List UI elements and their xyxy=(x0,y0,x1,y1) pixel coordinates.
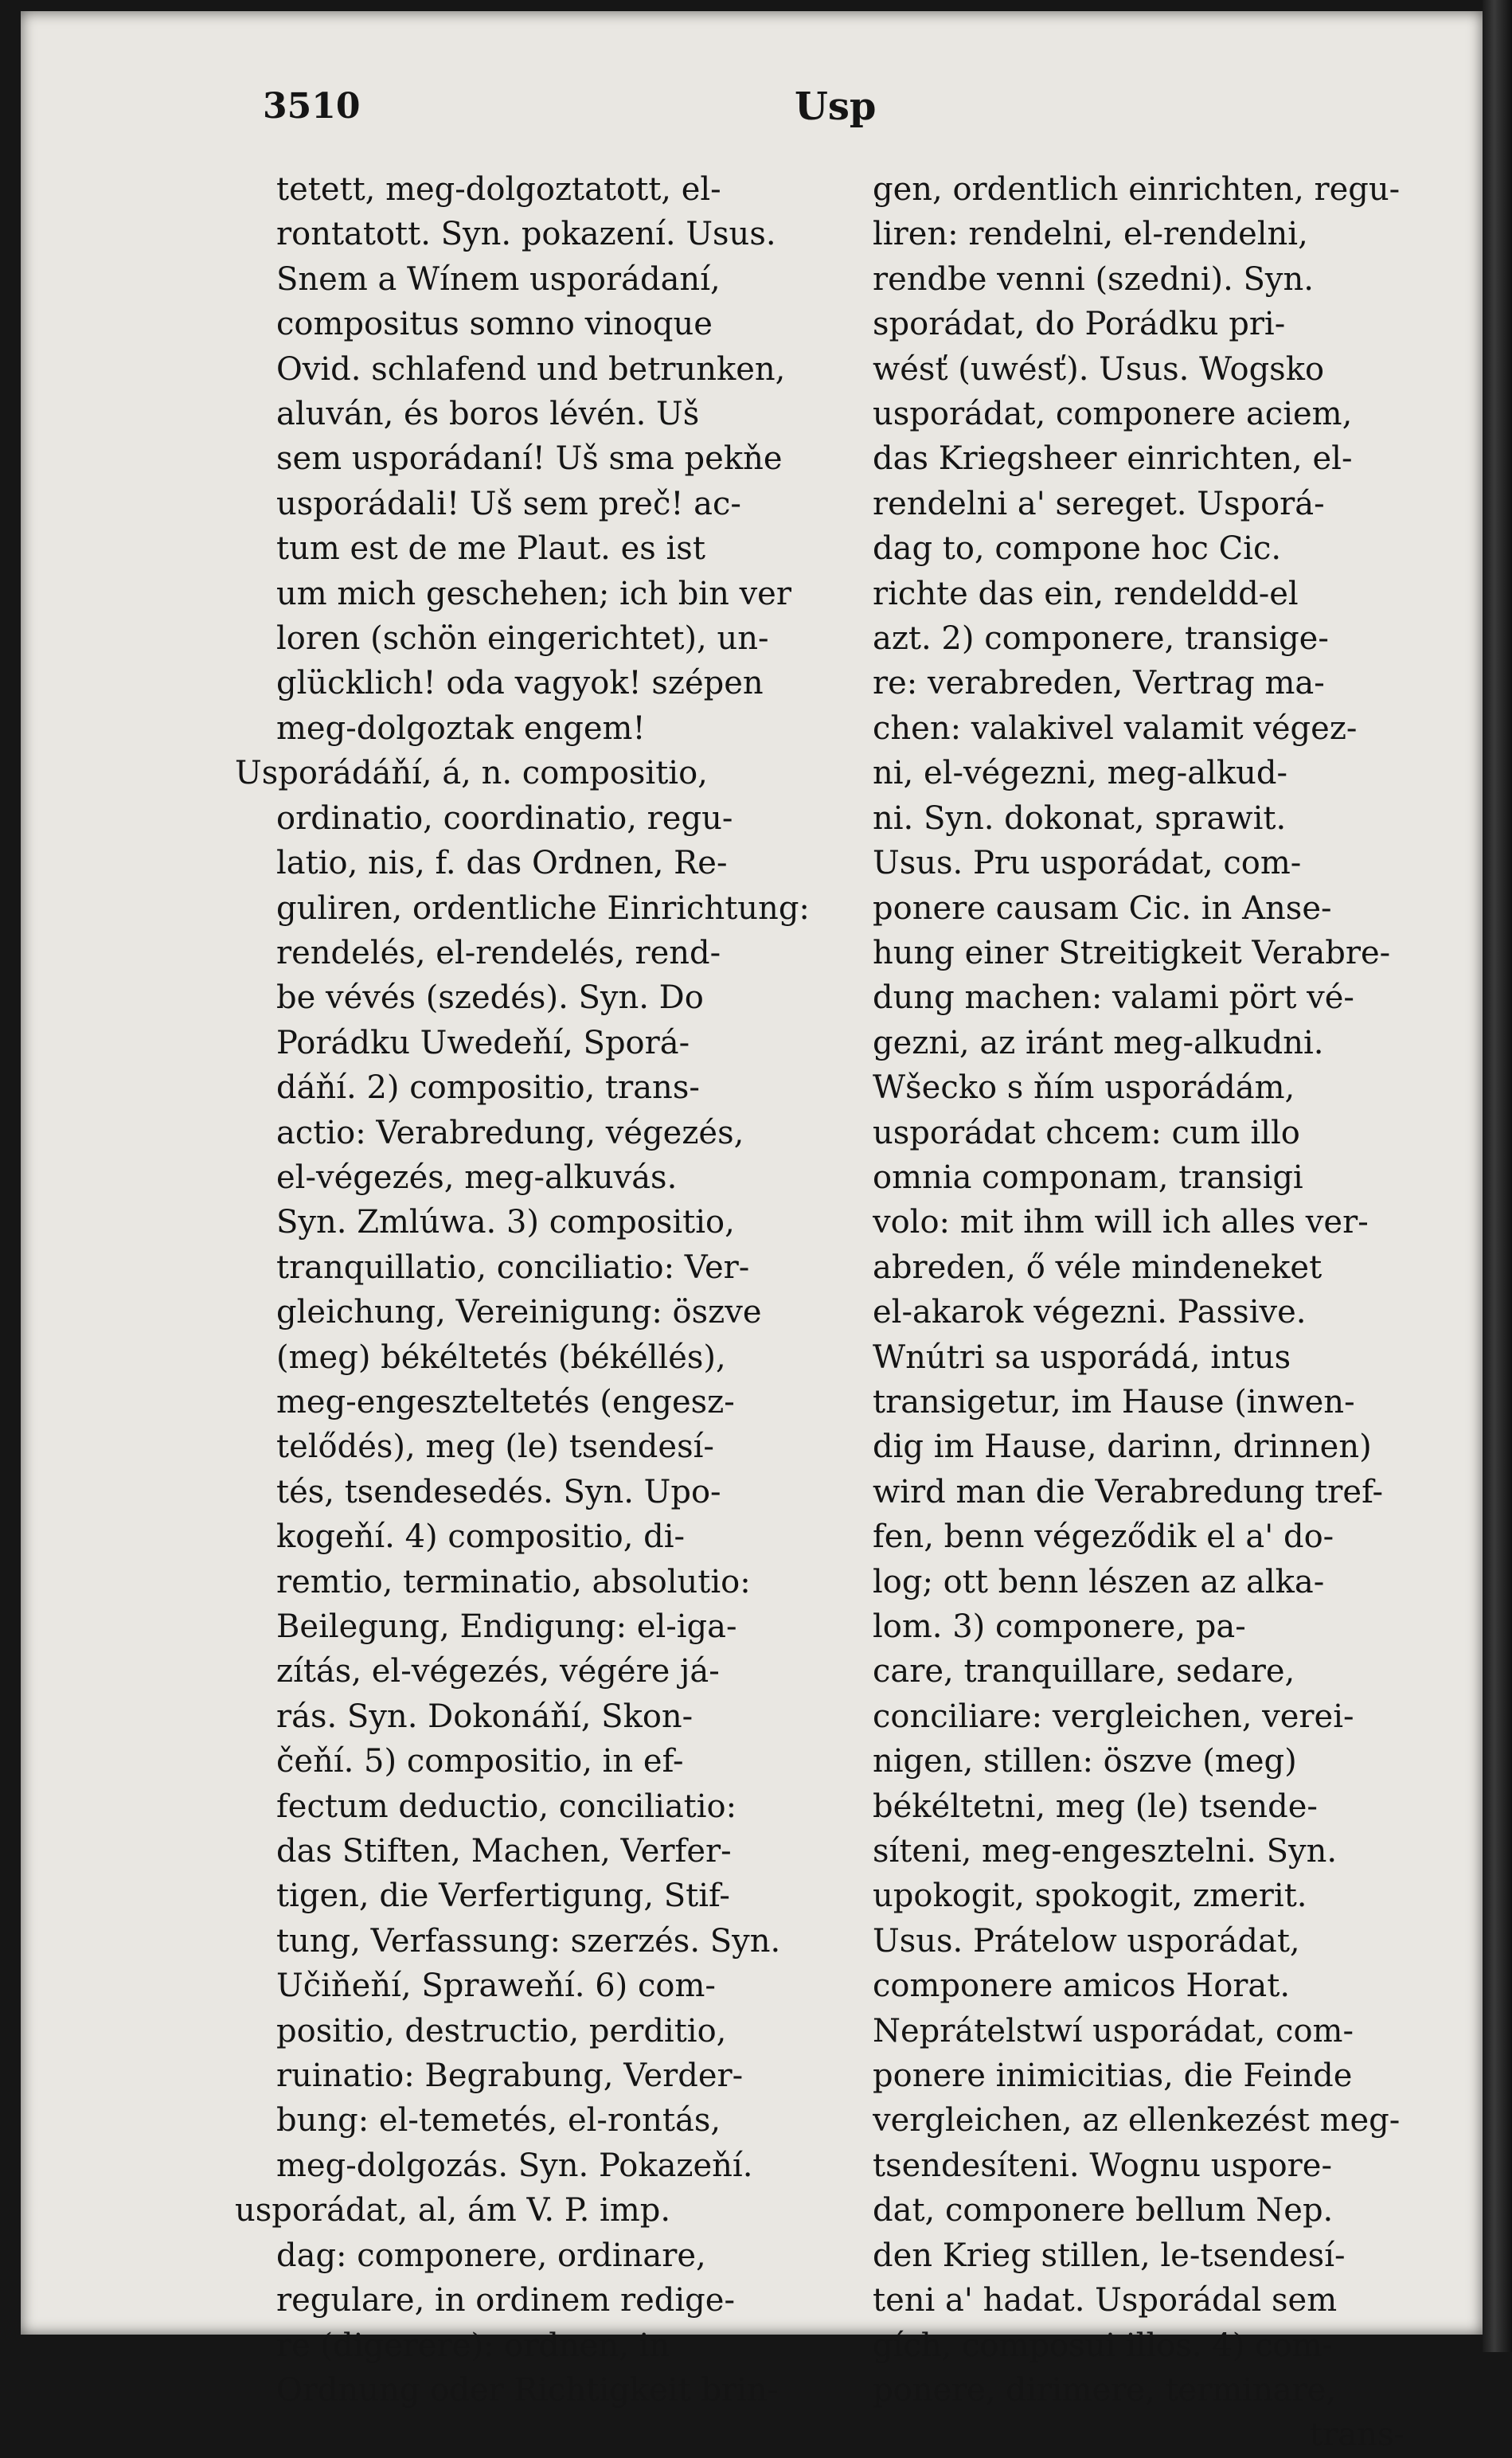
text-line: sem usporádaní! Uš sma pekňe xyxy=(276,440,783,478)
text-line: rás. Syn. Dokonáňí, Skon- xyxy=(276,1698,693,1735)
text-line: omnia componam, transigi xyxy=(873,1159,1303,1196)
text-line: gleichung, Vereinigung: öszve xyxy=(276,1294,762,1331)
text-line: rendelés, el-rendelés, rend- xyxy=(276,934,721,971)
text-line: nigen, stillen: öszve (meg) xyxy=(873,1743,1297,1780)
text-line: Wnútri sa usporádá, intus xyxy=(873,1338,1291,1376)
text-line: rontatott. Syn. pokazení. Usus. xyxy=(276,216,776,253)
text-line: kogeňí. 4) compositio, di- xyxy=(276,1518,686,1556)
text-line: log; ott benn lészen az alka- xyxy=(873,1563,1325,1600)
text-line: ponere causam Cic. in Anse- xyxy=(873,889,1332,927)
text-line: Syn. Zmlúwa. 3) compositio, xyxy=(276,1204,735,1241)
text-line: glücklich! oda vagyok! szépen xyxy=(276,665,764,702)
text-line: remtio, terminatio, absolutio: xyxy=(276,1563,751,1600)
text-line: tetett, meg-dolgoztatott, el- xyxy=(276,171,721,208)
text-line: el-végezés, meg-alkuvás. xyxy=(276,1159,678,1196)
text-line: meg-engeszteltetés (engesz- xyxy=(276,1383,735,1420)
text-line: dag to, compone hoc Cic. xyxy=(873,530,1282,568)
text-line: ni, el-végezni, meg-alkud- xyxy=(873,755,1288,792)
text-line: den Krieg stillen, le-tsendesí- xyxy=(873,2237,1346,2274)
text-line: um mich geschehen; ich bin ver xyxy=(276,575,791,612)
text-line: liren: rendelni, el-rendelni, xyxy=(873,216,1308,253)
left-column xyxy=(235,167,810,2413)
text-line: be vévés (szedés). Syn. Do xyxy=(276,979,704,1017)
text-line: gích, composui illos. 4) com- xyxy=(873,2327,1334,2364)
text-line: ni. Syn. dokonat, sprawit. xyxy=(873,799,1287,837)
text-line: loren (schön eingerichtet), un- xyxy=(276,620,769,658)
text-line: čeňí. 5) compositio, in ef- xyxy=(276,1743,684,1780)
text-line: das Kriegsheer einrichten, el- xyxy=(873,440,1353,478)
text-line: dung machen: valami pört vé- xyxy=(873,979,1354,1017)
text-line: re: verabreden, Vertrag ma- xyxy=(873,665,1325,702)
text-line: (meg) békéltetés (békéllés), xyxy=(276,1338,726,1376)
right-column xyxy=(873,167,1405,2458)
text-line: sporádat, do Porádku pri- xyxy=(873,306,1286,343)
text-line: Ordnung oder Richtigkeit brin- xyxy=(276,2371,779,2409)
text-line: trans- xyxy=(1310,2417,1405,2454)
text-line: volo: mit ihm will ich alles ver- xyxy=(873,1204,1369,1241)
text-line: Usporádáňí, á, n. compositio, xyxy=(235,755,708,792)
text-line: Učiňeňí, Spraweňí. 6) com- xyxy=(276,1968,716,2005)
text-line: hung einer Streitigkeit Verabre- xyxy=(873,934,1391,971)
text-line: upokogit, spokogit, zmerit. xyxy=(873,1878,1307,1915)
text-line: positio, destructio, perditio, xyxy=(276,2012,727,2050)
text-line: azt. 2) componere, transige- xyxy=(873,620,1329,658)
text-line: guliren, ordentliche Einrichtung: xyxy=(276,889,810,927)
text-line: dig im Hause, darinn, drinnen) xyxy=(873,1428,1372,1466)
text-line: fen, benn végeződik el a' do- xyxy=(873,1518,1334,1556)
text-line: síteni, meg-engesztelni. Syn. xyxy=(873,1833,1338,1870)
text-line: bung: el-temetés, el-rontás, xyxy=(276,2102,721,2140)
page-number: 3510 xyxy=(263,86,361,127)
text-line: chen: valakivel valamit végez- xyxy=(873,709,1358,747)
text-line: das Stiften, Machen, Verfer- xyxy=(276,1833,732,1870)
text-line: wird man die Verabredung tref- xyxy=(873,1473,1383,1510)
text-line: care, tranquillare, sedare, xyxy=(873,1653,1295,1690)
running-head: Usp xyxy=(795,84,877,129)
text-line: re (digerere): ordnen, in xyxy=(276,2327,670,2364)
text-line: ordinatio, coordinatio, regu- xyxy=(276,799,733,837)
text-line: tranquillatio, conciliatio: Ver- xyxy=(276,1249,750,1286)
text-line: zítás, el-végezés, végére já- xyxy=(276,1653,720,1690)
text-line: teni a' hadat. Usporádal sem xyxy=(873,2282,1338,2319)
text-line: dáňí. 2) compositio, trans- xyxy=(276,1069,700,1107)
text-line: compositus somno vinoque xyxy=(276,306,713,343)
text-line: wésť (uwésť). Usus. Wogsko xyxy=(873,350,1325,388)
text-line: dat, componere bellum Nep. xyxy=(873,2192,1334,2229)
text-line: gen, ordentlich einrichten, regu- xyxy=(873,171,1401,208)
text-line: meg-dolgoztak engem! xyxy=(276,709,646,747)
text-line: Porádku Uwedeňí, Sporá- xyxy=(276,1024,690,1061)
text-line: componere amicos Horat. xyxy=(873,1968,1291,2005)
text-line: tum est de me Plaut. es ist xyxy=(276,530,705,568)
text-line: fectum deductio, conciliatio: xyxy=(276,1788,737,1825)
text-line: tigen, die Verfertigung, Stif- xyxy=(276,1878,730,1915)
text-line: telődés), meg (le) tsendesí- xyxy=(276,1428,714,1466)
text-line: abreden, ő véle mindeneket xyxy=(873,1249,1323,1286)
text-line: usporádat, componere aciem, xyxy=(873,396,1353,433)
text-line: Snem a Wínem usporádaní, xyxy=(276,260,721,298)
text-line: dag: componere, ordinare, xyxy=(276,2237,706,2274)
text-line: meg-dolgozás. Syn. Pokazeňí. xyxy=(276,2147,753,2184)
text-line: rendbe venni (szedni). Syn. xyxy=(873,260,1315,298)
text-line: tung, Verfassung: szerzés. Syn. xyxy=(276,1922,781,1960)
book-edge xyxy=(1483,0,1512,2352)
text-line: Neprátelstwí usporádat, com- xyxy=(873,2012,1354,2050)
text-line: Usus. Prátelow usporádat, xyxy=(873,1922,1300,1960)
text-line: ponere, dirimere, terminare, xyxy=(873,2371,1337,2409)
text-line: regulare, in ordinem redige- xyxy=(276,2282,735,2319)
text-line: actio: Verabredung, végezés, xyxy=(276,1114,744,1151)
text-line: békéltetni, meg (le) tsende- xyxy=(873,1788,1318,1825)
text-line: gezni, az iránt meg-alkudni. xyxy=(873,1024,1324,1061)
text-line: tsendesíteni. Wognu uspore- xyxy=(873,2147,1332,2184)
text-line: richte das ein, rendeldd-el xyxy=(873,575,1299,612)
text-line: el-akarok végezni. Passive. xyxy=(873,1294,1307,1331)
text-line: usporádat, al, ám V. P. imp. xyxy=(235,2192,671,2229)
text-line: usporádat chcem: cum illo xyxy=(873,1114,1300,1151)
text-line: Ovid. schlafend und betrunken, xyxy=(276,350,786,388)
text-line: Usus. Pru usporádat, com- xyxy=(873,845,1302,882)
text-line: ruinatio: Begrabung, Verder- xyxy=(276,2057,744,2095)
text-line: Beilegung, Endigung: el-iga- xyxy=(276,1608,737,1645)
text-line: conciliare: vergleichen, verei- xyxy=(873,1698,1354,1735)
text-line: vergleichen, az ellenkezést meg- xyxy=(873,2102,1401,2140)
text-line: Wšecko s ňím usporádám, xyxy=(873,1069,1295,1107)
text-line: lom. 3) componere, pa- xyxy=(873,1608,1246,1645)
text-line: usporádali! Uš sem preč! ac- xyxy=(276,485,741,522)
text-line: ponere inimicitias, die Feinde xyxy=(873,2057,1353,2095)
text-line: transigetur, im Hause (inwen- xyxy=(873,1383,1355,1420)
text-line: aluván, és boros lévén. Uš xyxy=(276,396,700,433)
text-line: tés, tsendesedés. Syn. Upo- xyxy=(276,1473,721,1510)
text-line: latio, nis, f. das Ordnen, Re- xyxy=(276,845,728,882)
text-line: rendelni a' sereget. Usporá- xyxy=(873,485,1325,522)
